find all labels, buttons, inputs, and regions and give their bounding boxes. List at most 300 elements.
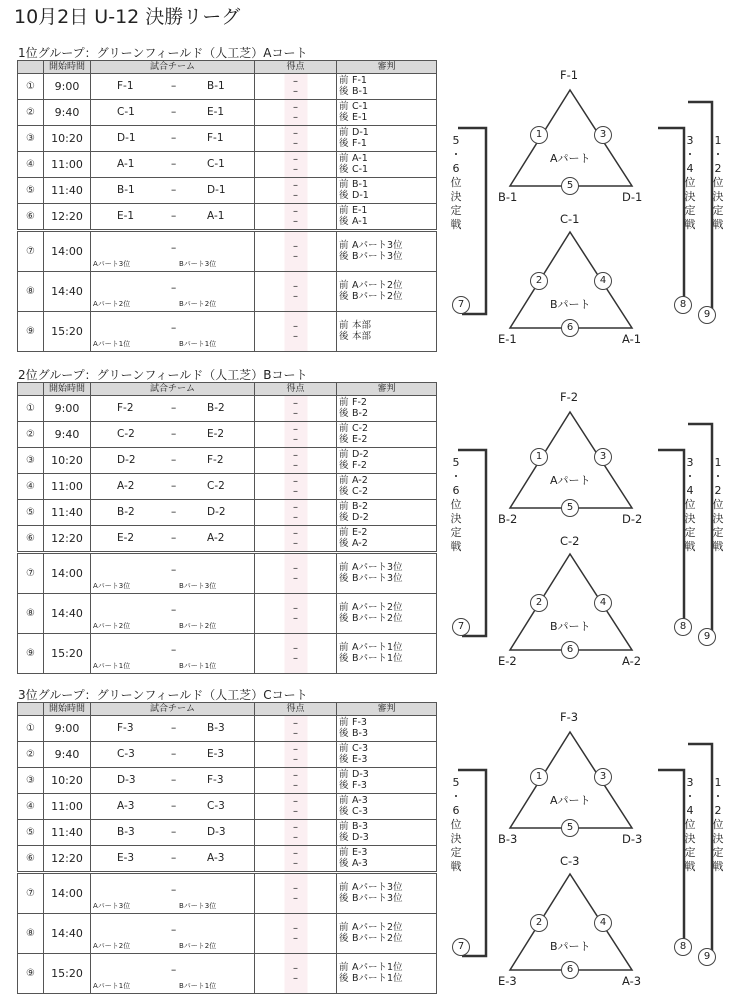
group-title: 3位グループ：グリーンフィールド（人工芝）Cコート xyxy=(18,688,308,702)
circle-8: 8 xyxy=(674,938,692,956)
match-time: 14:40 xyxy=(44,272,91,312)
referee-cell xyxy=(337,794,437,820)
match-teams xyxy=(91,768,255,794)
team-left: Aパート2位 xyxy=(93,622,131,630)
match-time: 14:00 xyxy=(44,231,91,272)
score-second: – xyxy=(293,779,298,791)
match-number: ② xyxy=(18,100,44,126)
versus-dash: – xyxy=(171,774,177,786)
team-br-a: D-1 xyxy=(622,190,643,204)
team-right: D-1 xyxy=(207,184,226,196)
score-cell xyxy=(255,204,337,231)
match-teams xyxy=(91,231,255,272)
team-left: Aパート3位 xyxy=(93,582,131,590)
referee-cell xyxy=(337,231,437,272)
team-bl-b: E-2 xyxy=(498,654,517,668)
team-right: Bパート1位 xyxy=(179,662,217,670)
referee-cell xyxy=(337,873,437,914)
match-time: 15:20 xyxy=(44,634,91,674)
team-top-b: C-1 xyxy=(560,212,580,226)
referee-cell xyxy=(337,954,437,994)
team-top-a: F-2 xyxy=(560,390,579,404)
match-time: 9:00 xyxy=(44,74,91,100)
match-time: 10:20 xyxy=(44,768,91,794)
match-number: ② xyxy=(18,422,44,448)
team-bl-a: B-2 xyxy=(498,512,518,526)
match-row xyxy=(18,100,437,126)
score-cell xyxy=(255,100,337,126)
referee-second: 後 Bパート3位 xyxy=(339,892,403,904)
match-row xyxy=(18,474,437,500)
referee-cell xyxy=(337,500,437,526)
match-time: 9:00 xyxy=(44,716,91,742)
versus-dash: – xyxy=(171,210,177,222)
referee-second: 後 Bパート1位 xyxy=(339,972,403,984)
score-first: – xyxy=(293,642,298,654)
team-left: A-2 xyxy=(117,480,135,492)
match-teams xyxy=(91,152,255,178)
referee-cell xyxy=(337,100,437,126)
score-cell xyxy=(255,74,337,100)
match-teams xyxy=(91,634,255,674)
team-right: A-3 xyxy=(207,852,225,864)
score-second: – xyxy=(293,407,298,419)
table-header-row xyxy=(18,703,437,716)
referee-second: 後 Bパート2位 xyxy=(339,932,403,944)
table-header-row xyxy=(18,383,437,396)
referee-second: 後 Bパート3位 xyxy=(339,572,403,584)
score-second: – xyxy=(293,111,298,123)
referee-first: 前 B-2 xyxy=(339,501,368,512)
score-first: – xyxy=(293,922,298,934)
score-cell xyxy=(255,126,337,152)
header-score: 得点 xyxy=(255,703,337,716)
team-right: B-2 xyxy=(207,402,225,414)
referee-second: 後 Bパート3位 xyxy=(339,250,403,262)
score-second: – xyxy=(293,727,298,739)
score-second: – xyxy=(293,85,298,97)
final-match-row xyxy=(18,594,437,634)
bracket-3-4 xyxy=(658,770,684,948)
team-left: B-2 xyxy=(117,506,135,518)
match-number: ④ xyxy=(18,474,44,500)
schedule-table xyxy=(17,382,437,674)
match-teams xyxy=(91,396,255,422)
match-number: ⑧ xyxy=(18,914,44,954)
referee-cell xyxy=(337,312,437,352)
referee-first: 前 C-2 xyxy=(339,423,369,434)
versus-dash: – xyxy=(171,884,177,896)
score-second: – xyxy=(293,511,298,523)
match-number: ① xyxy=(18,74,44,100)
team-left: A-1 xyxy=(117,158,135,170)
final-match-row xyxy=(18,914,437,954)
team-right: D-3 xyxy=(207,826,226,838)
team-left: Aパート3位 xyxy=(93,260,131,268)
referee-first: 前 D-2 xyxy=(339,449,369,460)
referee-cell xyxy=(337,820,437,846)
versus-dash: – xyxy=(171,132,177,144)
versus-dash: – xyxy=(171,322,177,334)
match-time: 9:40 xyxy=(44,100,91,126)
score-cell xyxy=(255,634,337,674)
vlabel-1-2: 1 ・ 2 位 決 定 戦 xyxy=(712,776,724,873)
versus-dash: – xyxy=(171,644,177,656)
team-top-a: F-1 xyxy=(560,68,579,82)
match-row xyxy=(18,742,437,768)
team-right: A-1 xyxy=(207,210,225,222)
versus-dash: – xyxy=(171,604,177,616)
score-cell xyxy=(255,873,337,914)
versus-dash: – xyxy=(171,532,177,544)
match-teams xyxy=(91,794,255,820)
score-cell xyxy=(255,914,337,954)
match-teams xyxy=(91,820,255,846)
referee-first: 前 B-3 xyxy=(339,821,368,832)
match-number: ④ xyxy=(18,152,44,178)
circle-1: 1 xyxy=(530,448,548,466)
final-match-row xyxy=(18,231,437,272)
referee-second: 後 B-1 xyxy=(339,85,368,97)
score-second: – xyxy=(293,330,298,342)
score-first: – xyxy=(293,562,298,574)
score-first: – xyxy=(293,240,298,252)
final-match-row xyxy=(18,312,437,352)
referee-cell xyxy=(337,178,437,204)
header-referee: 審判 xyxy=(337,383,437,396)
score-cell xyxy=(255,178,337,204)
team-left: C-1 xyxy=(117,106,135,118)
team-br-b: A-1 xyxy=(622,332,642,346)
referee-cell xyxy=(337,742,437,768)
referee-first: 前 Aパート3位 xyxy=(339,240,403,251)
team-right: F-2 xyxy=(207,454,224,466)
referee-first: 前 C-1 xyxy=(339,101,369,112)
match-teams xyxy=(91,846,255,873)
versus-dash: – xyxy=(171,748,177,760)
referee-cell xyxy=(337,634,437,674)
referee-second: 後 F-1 xyxy=(339,137,367,149)
match-number: ⑨ xyxy=(18,312,44,352)
team-right: Bパート1位 xyxy=(179,982,217,990)
bracket-3-4 xyxy=(658,450,684,628)
match-time: 9:40 xyxy=(44,422,91,448)
match-row xyxy=(18,820,437,846)
bracket-diagram xyxy=(440,384,750,684)
score-cell xyxy=(255,716,337,742)
triangle-b xyxy=(510,554,632,650)
match-time: 11:00 xyxy=(44,794,91,820)
header-referee: 審判 xyxy=(337,61,437,74)
vlabel-5-6: 5 ・ 6 位 決 定 戦 xyxy=(450,134,462,231)
team-left: C-2 xyxy=(117,428,135,440)
match-row xyxy=(18,422,437,448)
circle-6: 6 xyxy=(561,641,579,659)
circle-7: 7 xyxy=(452,618,470,636)
match-time: 10:20 xyxy=(44,126,91,152)
bracket-diagram xyxy=(440,62,750,362)
vlabel-1-2: 1 ・ 2 位 決 定 戦 xyxy=(712,456,724,553)
team-left: C-3 xyxy=(117,748,135,760)
referee-second: 後 F-3 xyxy=(339,779,367,791)
triangle-a xyxy=(510,412,632,508)
team-br-a: D-2 xyxy=(622,512,643,526)
referee-first: 前 B-1 xyxy=(339,179,368,190)
referee-cell xyxy=(337,846,437,873)
score-first: – xyxy=(293,769,298,781)
referee-cell xyxy=(337,594,437,634)
score-second: – xyxy=(293,857,298,869)
referee-second: 後 A-2 xyxy=(339,537,368,549)
referee-first: 前 本部 xyxy=(339,320,372,331)
vlabel-3-4: 3 ・ 4 位 決 定 戦 xyxy=(684,456,696,553)
versus-dash: – xyxy=(171,964,177,976)
score-first: – xyxy=(293,423,298,435)
circle-5: 5 xyxy=(561,499,579,517)
referee-second: 後 E-1 xyxy=(339,111,368,123)
match-teams xyxy=(91,594,255,634)
team-left: E-3 xyxy=(117,852,135,864)
versus-dash: – xyxy=(171,800,177,812)
referee-cell xyxy=(337,396,437,422)
circle-3: 3 xyxy=(594,126,612,144)
match-time: 11:00 xyxy=(44,474,91,500)
team-bl-a: B-1 xyxy=(498,190,518,204)
match-row xyxy=(18,716,437,742)
score-cell xyxy=(255,448,337,474)
circle-6: 6 xyxy=(561,961,579,979)
referee-cell xyxy=(337,716,437,742)
score-cell xyxy=(255,422,337,448)
referee-second: 後 A-3 xyxy=(339,857,368,869)
match-number: ⑤ xyxy=(18,500,44,526)
score-first: – xyxy=(293,179,298,191)
match-time: 14:40 xyxy=(44,914,91,954)
team-br-b: A-2 xyxy=(622,654,642,668)
match-time: 12:20 xyxy=(44,204,91,231)
team-right: Bパート2位 xyxy=(179,300,217,308)
team-right: C-3 xyxy=(207,800,225,812)
team-right: Bパート3位 xyxy=(179,902,217,910)
match-number: ⑨ xyxy=(18,954,44,994)
circle-1: 1 xyxy=(530,768,548,786)
team-right: D-2 xyxy=(207,506,226,518)
versus-dash: – xyxy=(171,80,177,92)
score-second: – xyxy=(293,189,298,201)
score-cell xyxy=(255,396,337,422)
team-right: Bパート3位 xyxy=(179,260,217,268)
score-cell xyxy=(255,474,337,500)
referee-first: 前 E-3 xyxy=(339,847,368,858)
score-second: – xyxy=(293,433,298,445)
match-teams xyxy=(91,526,255,553)
score-second: – xyxy=(293,612,298,624)
team-left: A-3 xyxy=(117,800,135,812)
match-number: ③ xyxy=(18,768,44,794)
team-left: Aパート2位 xyxy=(93,942,131,950)
score-first: – xyxy=(293,75,298,87)
circle-8: 8 xyxy=(674,296,692,314)
referee-second: 後 D-1 xyxy=(339,189,369,201)
referee-first: 前 D-1 xyxy=(339,127,369,138)
referee-first: 前 E-2 xyxy=(339,527,368,538)
score-first: – xyxy=(293,449,298,461)
referee-first: 前 F-1 xyxy=(339,75,367,86)
team-right: A-2 xyxy=(207,532,225,544)
referee-first: 前 F-2 xyxy=(339,397,367,408)
header-referee: 審判 xyxy=(337,703,437,716)
team-bl-a: B-3 xyxy=(498,832,518,846)
team-br-b: A-3 xyxy=(622,974,642,988)
referee-cell xyxy=(337,553,437,594)
match-time: 11:40 xyxy=(44,820,91,846)
team-right: Bパート3位 xyxy=(179,582,217,590)
team-br-a: D-3 xyxy=(622,832,643,846)
score-first: – xyxy=(293,397,298,409)
match-time: 14:40 xyxy=(44,594,91,634)
match-time: 14:00 xyxy=(44,553,91,594)
referee-cell xyxy=(337,474,437,500)
referee-second: 後 Bパート2位 xyxy=(339,290,403,302)
header-score: 得点 xyxy=(255,61,337,74)
circle-2: 2 xyxy=(530,594,548,612)
circle-2: 2 xyxy=(530,914,548,932)
match-row xyxy=(18,500,437,526)
match-teams xyxy=(91,474,255,500)
match-number: ① xyxy=(18,716,44,742)
team-right: B-3 xyxy=(207,722,225,734)
group-title: 1位グループ：グリーンフィールド（人工芝）Aコート xyxy=(18,46,308,60)
match-row xyxy=(18,846,437,873)
match-row xyxy=(18,178,437,204)
header-time: 開始時間 xyxy=(44,383,91,396)
match-time: 9:00 xyxy=(44,396,91,422)
match-teams xyxy=(91,742,255,768)
team-left: Aパート3位 xyxy=(93,902,131,910)
final-match-row xyxy=(18,954,437,994)
page-title: 10月2日 U-12 決勝リーグ xyxy=(14,6,241,28)
match-time: 9:40 xyxy=(44,742,91,768)
versus-dash: – xyxy=(171,722,177,734)
circle-9: 9 xyxy=(698,628,716,646)
team-right: E-3 xyxy=(207,748,225,760)
referee-cell xyxy=(337,422,437,448)
bracket-3-4 xyxy=(658,128,684,306)
match-number: ⑤ xyxy=(18,820,44,846)
score-first: – xyxy=(293,127,298,139)
bracket-5-6 xyxy=(458,450,486,636)
match-time: 10:20 xyxy=(44,448,91,474)
team-top-a: F-3 xyxy=(560,710,579,724)
score-second: – xyxy=(293,485,298,497)
match-number: ② xyxy=(18,742,44,768)
part-a-label: Aパート xyxy=(550,474,591,487)
score-first: – xyxy=(293,153,298,165)
match-number: ⑥ xyxy=(18,526,44,553)
score-cell xyxy=(255,594,337,634)
score-cell xyxy=(255,954,337,994)
score-cell xyxy=(255,742,337,768)
vlabel-1-2: 1 ・ 2 位 決 定 戦 xyxy=(712,134,724,231)
score-second: – xyxy=(293,831,298,843)
score-first: – xyxy=(293,821,298,833)
referee-cell xyxy=(337,914,437,954)
score-cell xyxy=(255,231,337,272)
referee-first: 前 Aパート2位 xyxy=(339,602,403,613)
header-match: 試合チーム xyxy=(91,61,255,74)
match-number: ⑧ xyxy=(18,594,44,634)
referee-first: 前 Aパート1位 xyxy=(339,962,403,973)
header-time: 開始時間 xyxy=(44,61,91,74)
referee-cell xyxy=(337,74,437,100)
score-second: – xyxy=(293,137,298,149)
score-first: – xyxy=(293,847,298,859)
team-left: D-3 xyxy=(117,774,136,786)
match-time: 12:20 xyxy=(44,846,91,873)
score-cell xyxy=(255,272,337,312)
match-time: 11:40 xyxy=(44,178,91,204)
score-second: – xyxy=(293,290,298,302)
team-left: F-1 xyxy=(117,80,134,92)
score-cell xyxy=(255,846,337,873)
team-left: B-3 xyxy=(117,826,135,838)
referee-first: 前 Aパート3位 xyxy=(339,882,403,893)
match-teams xyxy=(91,553,255,594)
versus-dash: – xyxy=(171,428,177,440)
match-number: ③ xyxy=(18,448,44,474)
final-match-row xyxy=(18,272,437,312)
score-first: – xyxy=(293,280,298,292)
circle-4: 4 xyxy=(594,594,612,612)
team-right: F-3 xyxy=(207,774,224,786)
header-no xyxy=(18,703,44,716)
vlabel-5-6: 5 ・ 6 位 決 定 戦 xyxy=(450,456,462,553)
team-right: F-1 xyxy=(207,132,224,144)
referee-second: 後 D-2 xyxy=(339,511,369,523)
referee-cell xyxy=(337,126,437,152)
referee-second: 後 C-1 xyxy=(339,163,369,175)
score-first: – xyxy=(293,527,298,539)
match-teams xyxy=(91,422,255,448)
versus-dash: – xyxy=(171,242,177,254)
match-teams xyxy=(91,312,255,352)
team-left: Aパート1位 xyxy=(93,340,131,348)
match-number: ① xyxy=(18,396,44,422)
team-left: E-2 xyxy=(117,532,135,544)
match-teams xyxy=(91,448,255,474)
match-teams xyxy=(91,126,255,152)
score-cell xyxy=(255,526,337,553)
match-teams xyxy=(91,914,255,954)
versus-dash: – xyxy=(171,564,177,576)
match-row xyxy=(18,126,437,152)
match-number: ⑥ xyxy=(18,204,44,231)
score-second: – xyxy=(293,215,298,227)
header-time: 開始時間 xyxy=(44,703,91,716)
score-cell xyxy=(255,768,337,794)
circle-7: 7 xyxy=(452,296,470,314)
versus-dash: – xyxy=(171,454,177,466)
circle-5: 5 xyxy=(561,819,579,837)
triangle-b xyxy=(510,232,632,328)
match-row xyxy=(18,794,437,820)
team-right: E-1 xyxy=(207,106,225,118)
match-row xyxy=(18,396,437,422)
referee-first: 前 E-1 xyxy=(339,205,368,216)
circle-8: 8 xyxy=(674,618,692,636)
triangle-a xyxy=(510,90,632,186)
team-right: B-1 xyxy=(207,80,225,92)
